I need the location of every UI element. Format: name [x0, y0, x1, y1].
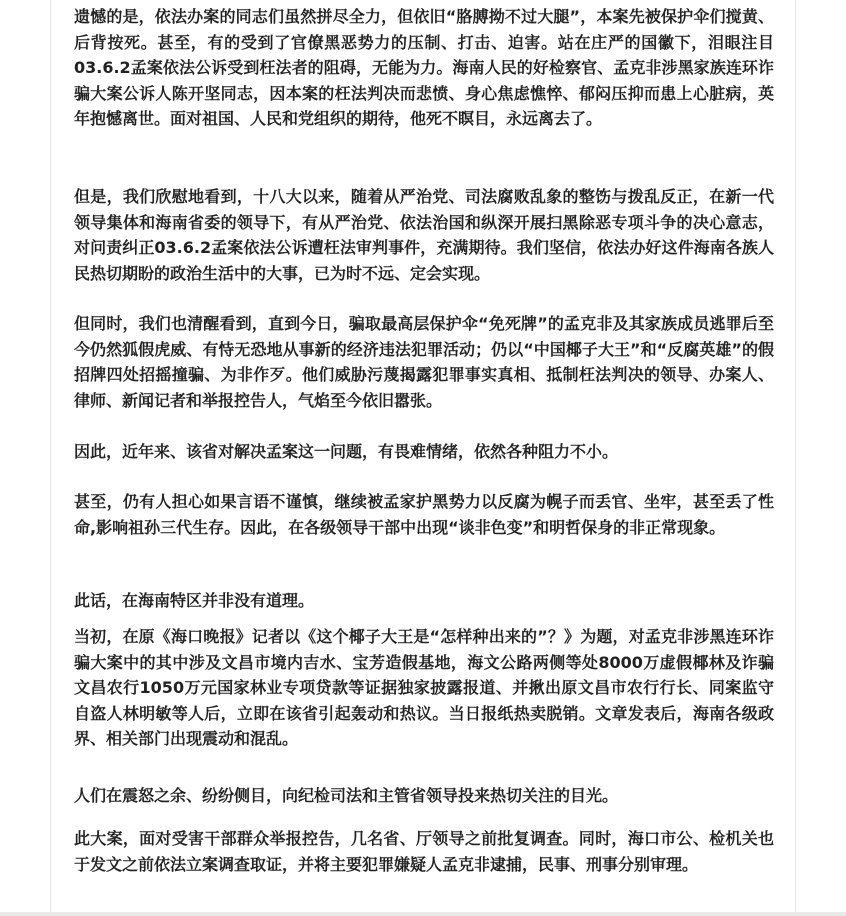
right-border [795, 0, 796, 916]
paragraph-5: 甚至，仍有人担心如果言语不谨慎，继续被孟家护黑势力以反腐为幌子而丢官、坐牢，甚至丢了性命,影响祖孙三代生存。因此，在各级领导干部中出现“谈非色变”和明哲保身的非正常现象。 [74, 492, 774, 537]
left-border [50, 0, 51, 916]
bottom-edge [0, 912, 846, 916]
paragraph-9: 此大案，面对受害干部群众举报控告，几名省、厅领导之前批复调查。同时，海口市公、检机关也于发文之前依法立案调查取证，并将主要犯罪嫌疑人孟克非逮捕，民事、刑事分别审理。 [74, 829, 774, 874]
paragraph-4: 因此，近年来、该省对解决孟案这一问题，有畏难情绪，依然各种阻力不小。 [74, 442, 619, 461]
paragraph-8: 人们在震怒之余、纷纷侧目，向纪检司法和主管省领导投来热切关注的目光。 [74, 786, 619, 805]
paragraph-1: 遗憾的是，依法办案的同志们虽然拼尽全力，但依旧“胳膊拗不过大腿”，本案先被保护伞们搅黄、后背按死。甚至，有的受到了官僚黑恶势力的压制、打击、迫害。站在庄严的国徽下，泪眼注目03.6.2孟案依法公诉受到枉法者的阻碍，无能为力。海南人民的好检察官、孟克非涉黑家族连环诈骗大案公诉人陈开坚同志，因本案的枉法判决而悲愤、身心焦虑憔悴、郁闷压抑而患上心脏病，英年抱憾离世。面对祖国、人民和党组织的期待，他死不瞑目，永远离去了。 [74, 7, 774, 128]
paragraph-3: 但同时，我们也清醒看到，直到今日，骗取最高层保护伞“免死牌”的孟克非及其家族成员逃罪后至今仍然狐假虎威、有恃无恐地从事新的经济违法犯罪活动；仍以“中国椰子大王”和“反腐英雄”的假招牌四处招摇撞骗、为非作歹。他们威胁污蔑揭露犯罪事实真相、抵制枉法判决的领导、办案人、律师、新闻记者和举报控告人，气焰至今依旧嚣张。 [74, 314, 774, 410]
paragraph-2: 但是，我们欣慰地看到，十八大以来，随着从严治党、司法腐败乱象的整饬与拨乱反正，在新一代领导集体和海南省委的领导下，有从严治党、依法治国和纵深开展扫黑除恶专项斗争的决心意志，对问责纠正03.6.2孟案依法公诉遭枉法审判事件，充满期待。我们坚信，依法办好这件海南各族人民热切期盼的政治生活中的大事，已为时不远、定会实现。 [74, 187, 774, 283]
paragraph-6: 此话，在海南特区并非没有道理。 [74, 591, 315, 610]
paragraph-7: 当初，在原《海口晚报》记者以《这个椰子大王是“怎样种出来的”？》为题，对孟克非涉黑连环诈骗大案中的其中涉及文昌市境内吉水、宝芳造假基地，海文公路两侧等处8000万虚假椰林及诈骗文昌农行1050万元国家林业专项贷款等证据独家披露报道、并揪出原文昌市农行行长、同案监守自盗人林明敏等人后，立即在该省引起轰动和热议。当日报纸热卖脱销。文章发表后，海南各级政界、相关部门出现震动和混乱。 [74, 627, 774, 748]
